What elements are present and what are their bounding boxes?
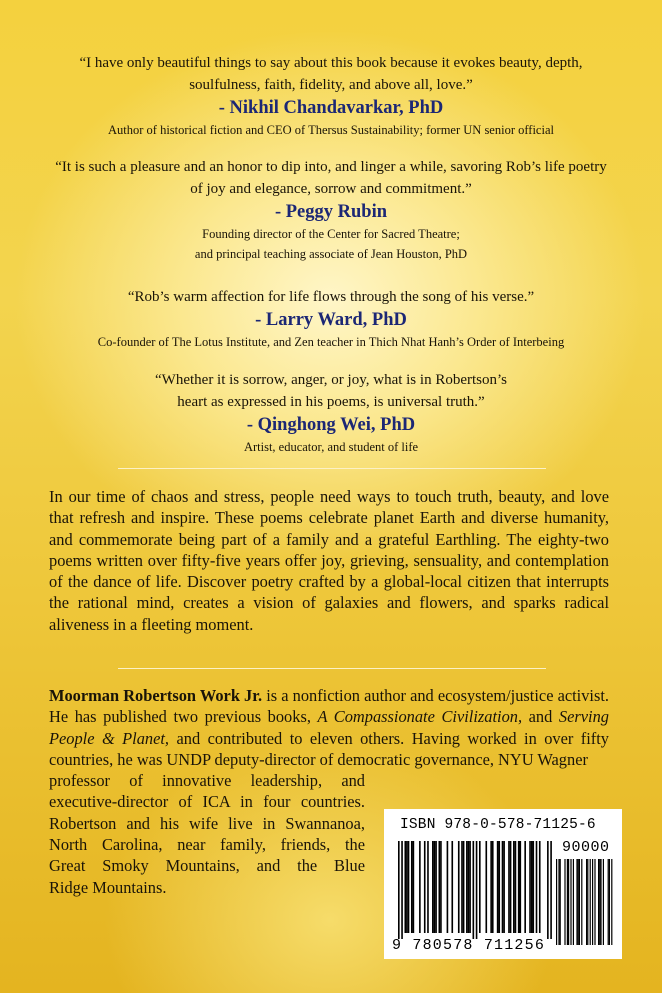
barcode-bar xyxy=(408,841,410,933)
bio-line: executive-director of ICA in four countries. xyxy=(49,792,365,812)
endorsement-3-line-1: “Rob’s warm affection for life flows through the song of his verse.” xyxy=(127,289,535,305)
barcode-bar xyxy=(513,841,515,933)
endorsement-4-line-2: heart as expressed in his poems, is universal truth.” xyxy=(177,394,485,410)
addon-bar xyxy=(594,859,595,945)
author-name: Moorman Robertson Work Jr. xyxy=(49,686,263,705)
addon-bar xyxy=(581,859,582,945)
addon-bar xyxy=(609,859,610,945)
addon-bar xyxy=(570,859,571,945)
addon-bar xyxy=(564,859,565,945)
barcode-bar xyxy=(411,841,413,933)
divider-1 xyxy=(118,468,546,469)
addon-bar xyxy=(587,859,588,945)
endorsement-3-author: - Larry Ward, PhD xyxy=(255,310,407,330)
addon-bar xyxy=(590,859,591,945)
endorsement-2-author: - Peggy Rubin xyxy=(274,202,388,222)
addon-bar xyxy=(579,859,580,945)
barcode-bar xyxy=(502,841,504,933)
barcode-bar xyxy=(451,841,453,933)
barcode-bar xyxy=(520,841,522,933)
barcode-bar xyxy=(419,841,421,933)
barcode-bar xyxy=(518,841,520,933)
barcode-bar xyxy=(550,841,552,939)
book-title-1: A Compassionate Civilization, xyxy=(317,707,523,727)
endorsement-1-line-1: “I have only beautiful things to say about this book because it evokes beauty, depth, xyxy=(79,55,583,71)
bio-line: North Carolina, near family, friends, the xyxy=(49,835,365,855)
addon-bar xyxy=(608,859,609,945)
endorsement-2-line-1: “It is such a pleasure and an honor to dip into, and linger a while, savoring Rob’s life poetry xyxy=(55,159,607,175)
barcode-bar xyxy=(476,841,478,939)
barcode-bar xyxy=(440,841,442,933)
barcode-bar xyxy=(503,841,505,933)
addon-bar xyxy=(586,859,587,945)
addon-bar xyxy=(603,859,604,945)
endorsement-1-author: - Nikhil Chandavarkar, PhD xyxy=(218,98,444,118)
barcode-bar xyxy=(531,841,533,933)
barcode-bar xyxy=(424,841,426,933)
barcode-bar xyxy=(497,841,499,933)
endorsement-4-author: - Qinghong Wei, PhD xyxy=(246,415,416,435)
barcode-bar xyxy=(498,841,500,933)
barcode-bar xyxy=(434,841,436,933)
addon-bar xyxy=(592,859,593,945)
barcode-bar xyxy=(432,841,434,933)
endorsement-3 xyxy=(40,286,622,352)
barcode-bar xyxy=(468,841,470,933)
barcode-bar xyxy=(466,841,468,933)
addon-bar xyxy=(578,859,579,945)
barcode-bar xyxy=(539,841,541,933)
bio-text-3: and contributed to eleven others. Having worked in over fifty countries, he was UNDP deputy-director of democratic governance, NYU Wagner xyxy=(49,728,609,769)
barcode-bar xyxy=(435,841,437,933)
barcode-bar xyxy=(532,841,534,933)
divider-2 xyxy=(118,668,546,669)
endorsement-2-credential-1: Founding director of the Center for Sacred Theatre; xyxy=(202,227,460,241)
addon-bar xyxy=(567,859,568,945)
barcode-bar xyxy=(469,841,471,933)
endorsement-1-credential: Author of historical fiction and CEO of Thersus Sustainability; former UN senior official xyxy=(108,123,554,137)
barcode-bar xyxy=(439,841,441,933)
bio-line: Robertson and his wife live in Swannanoa, xyxy=(49,813,365,833)
price-addon-number: 90000 xyxy=(562,839,610,856)
bio-line: Ridge Mountains. xyxy=(49,877,167,897)
endorsement-4 xyxy=(40,369,622,457)
endorsement-4-line-1: “Whether it is sorrow, anger, or joy, what is in Robertson’s xyxy=(155,372,507,388)
barcode-bar xyxy=(515,841,517,933)
barcode-bar xyxy=(398,841,400,939)
barcode-bar xyxy=(485,841,487,933)
addon-bar xyxy=(556,859,557,945)
barcode-bar xyxy=(529,841,531,933)
endorsement-4-credential: Artist, educator, and student of life xyxy=(243,440,419,454)
bio-text-2: and xyxy=(522,707,559,727)
barcode-bar xyxy=(427,841,429,933)
barcode-bar xyxy=(401,841,403,939)
barcode-bar xyxy=(508,841,510,933)
barcode-bar xyxy=(463,841,465,933)
barcode-bar xyxy=(406,841,408,933)
addon-bar xyxy=(599,859,600,945)
endorsement-1-line-2: soulfulness, faith, fidelity, and above all, love.” xyxy=(189,77,473,93)
bio-line: Great Smoky Mountains, and the Blue xyxy=(49,856,365,876)
barcode-bar xyxy=(404,841,406,933)
bio-line: professor of innovative leadership, and xyxy=(49,771,365,791)
endorsement-1 xyxy=(40,52,622,140)
endorsement-2-line-2: of joy and elegance, sorrow and commitment.” xyxy=(190,181,472,197)
bio-text-1: is a nonfiction author and ecosystem/justice activist. He has published two previous books, xyxy=(49,686,610,727)
barcode-bar xyxy=(479,841,481,933)
barcode-bar xyxy=(536,841,538,933)
isbn-barcode xyxy=(384,809,622,959)
barcode-bar xyxy=(447,841,449,933)
barcode-bar xyxy=(524,841,526,933)
barcode-bar xyxy=(490,841,492,933)
endorsement-2-credential-2: and principal teaching associate of Jean Houston, PhD xyxy=(194,247,468,261)
barcode-bar xyxy=(413,841,415,933)
ean-number: 9 780578 711256 xyxy=(392,937,546,954)
barcode-bar xyxy=(492,841,494,933)
addon-bar xyxy=(598,859,599,945)
barcode-bar xyxy=(473,841,475,939)
isbn-label: ISBN 978-0-578-71125-6 xyxy=(400,817,596,833)
addon-bar xyxy=(600,859,601,945)
barcode-bar xyxy=(458,841,460,933)
addon-bar xyxy=(560,859,561,945)
endorsement-2 xyxy=(40,156,622,264)
addon-bar xyxy=(611,859,612,945)
barcode-bar xyxy=(510,841,512,933)
addon-bar xyxy=(558,859,559,945)
endorsement-3-credential: Co-founder of The Lotus Institute, and Zen teacher in Thich Nhat Hanh’s Order of Interbeing xyxy=(97,335,565,349)
barcode-bar xyxy=(461,841,463,933)
book-title-2: Serving People & Planet, xyxy=(49,707,609,748)
addon-bar xyxy=(573,859,574,945)
addon-bar xyxy=(576,859,577,945)
book-description: In our time of chaos and stress, people need ways to touch truth, beauty, and love that refresh and inspire. These poems celebrate planet Earth and diverse humanity, and commemorate being part of a family and a grateful Earthling. The eighty-two poems written over fifty-five years offer joy, grieving, sensuality, and contemplation of the dance of life. Discover poetry crafted by a global-local citizen that interrupts the rational mind, creates a vision of galaxies and flowers, and sparks radical aliveness in a fleeting moment. xyxy=(49,487,609,634)
addon-bar xyxy=(568,859,569,945)
barcode-bar xyxy=(547,841,549,939)
